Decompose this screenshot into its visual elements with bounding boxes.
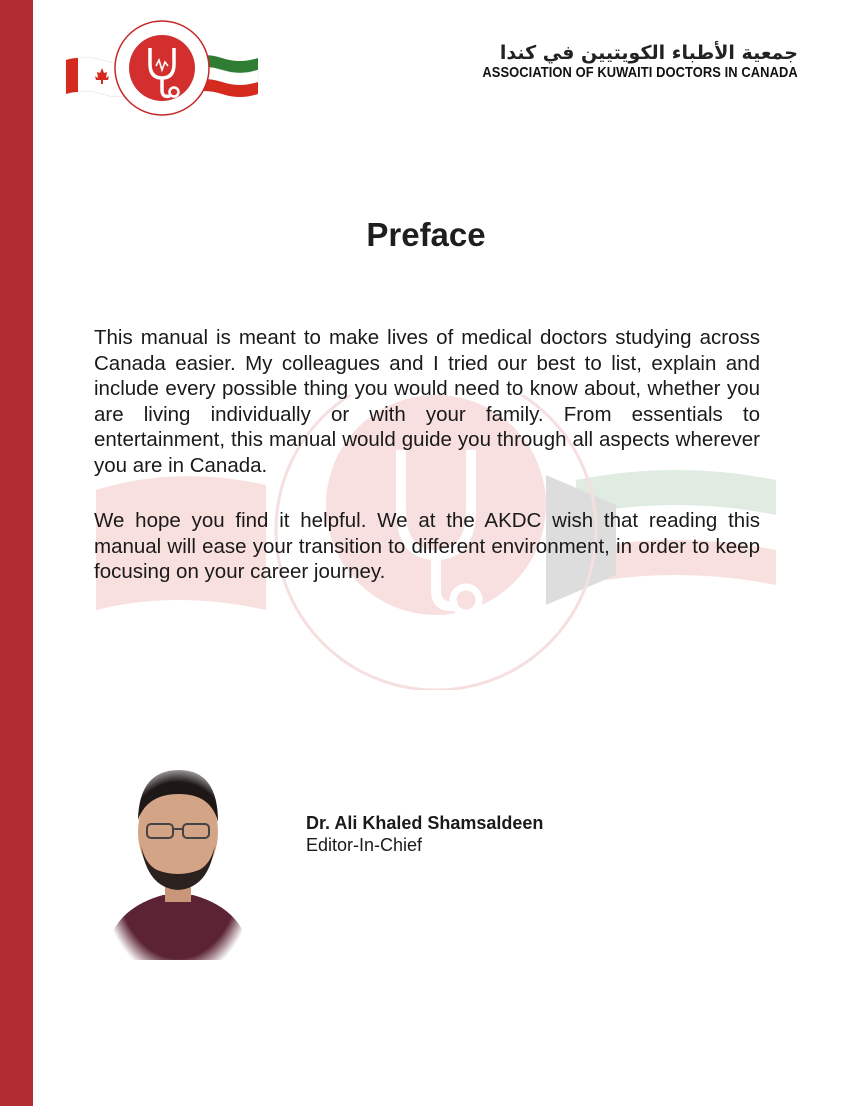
- preface-paragraph-1: This manual is meant to make lives of medical doctors studying across Canada easier. My colleagues and I tried our best to list, explain and include every possible thing you would need to know about, whether you are living individually or with your family. From essentials to entertainment, this manual would guide you through all aspects wherever you are in Canada.: [94, 326, 760, 477]
- akdc-logo: [64, 18, 260, 118]
- association-header: [431, 42, 798, 82]
- association-name-english: ASSOCIATION OF KUWAITI DOCTORS IN CANADA: [482, 64, 798, 81]
- signature-block: [306, 812, 543, 856]
- preface-paragraph-2: We hope you find it helpful. We at the AKDC wish that reading this manual will ease your transition to different environment, in order to keep focusing on your career journey.: [94, 509, 760, 583]
- editor-role: Editor-In-Chief: [306, 835, 423, 855]
- page-title: Preface: [366, 216, 486, 253]
- side-accent-bar: [0, 0, 33, 1106]
- editor-portrait: [103, 760, 253, 972]
- editor-name: Dr. Ali Khaled Shamsaldeen: [306, 813, 544, 833]
- association-name-arabic: جمعية الأطباء الكويتيين في كندا: [499, 42, 798, 64]
- seal-icon: [115, 21, 209, 115]
